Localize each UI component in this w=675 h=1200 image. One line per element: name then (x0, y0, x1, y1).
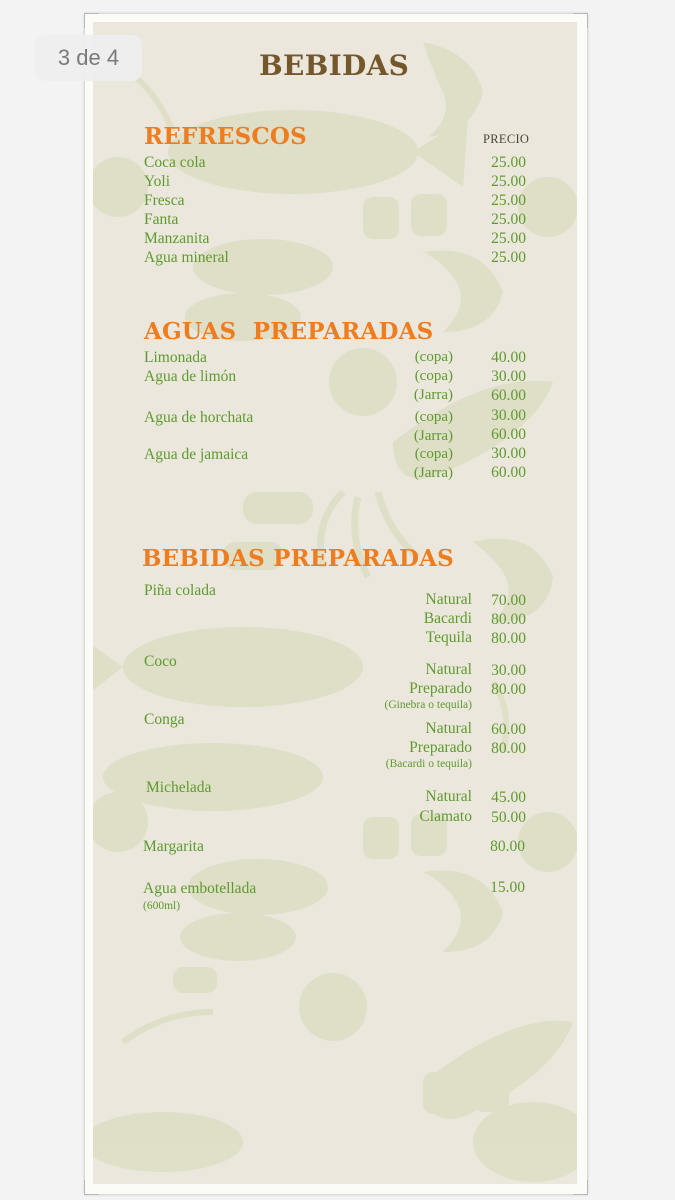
menu-item-size: (copa) (414, 409, 453, 425)
menu-item-price: 45.00 (491, 789, 526, 806)
menu-item-variant: Natural (425, 788, 472, 805)
fish-icon (93, 1102, 577, 1182)
menu-item-price: 30.00 (491, 407, 526, 424)
menu-item-price: 80.00 (490, 838, 525, 855)
section-title-bebidas-preparadas: BEBIDAS PREPARADAS (142, 545, 454, 572)
section-title-refrescos: REFRESCOS (144, 123, 307, 150)
menu-item-price: 40.00 (491, 349, 526, 366)
menu-item-price: 25.00 (491, 211, 526, 228)
menu-item-variant: Natural (425, 591, 472, 608)
menu-item-variant: Preparado (409, 739, 472, 756)
menu-item-size: (copa) (414, 349, 453, 365)
menu-item-name: Piña colada (144, 582, 216, 599)
menu-item-name: Fresca (144, 192, 185, 209)
menu-item-price: 80.00 (491, 681, 526, 698)
menu-item-variant: Natural (425, 720, 472, 737)
menu-item-name: Agua embotellada (143, 880, 257, 897)
menu-item-name: Yoli (144, 173, 171, 190)
menu-card (93, 22, 577, 1184)
menu-item-size: (Jarra) (413, 465, 453, 481)
menu-item-price: 60.00 (491, 464, 526, 481)
menu-item-price: 30.00 (491, 368, 526, 385)
section-title-aguas-preparadas: AGUAS PREPARADAS (144, 318, 434, 345)
menu-item-name: Michelada (146, 779, 212, 796)
menu-item-name: Agua de jamaica (144, 446, 249, 463)
menu-item-note: (Ginebra o tequila) (384, 699, 472, 711)
menu-item-price: 30.00 (491, 662, 526, 679)
menu-item-name: Coca cola (144, 154, 206, 171)
menu-item-name: Conga (144, 711, 185, 728)
menu-item-size: (Jarra) (413, 387, 453, 403)
menu-item-price: 15.00 (490, 879, 525, 896)
page-title: BEBIDAS (259, 49, 410, 82)
menu-item-name: Agua de limón (144, 368, 237, 385)
menu-item-price: 80.00 (491, 611, 526, 628)
menu-item-price: 30.00 (491, 445, 526, 462)
menu-item-name: Limonada (144, 349, 207, 366)
menu-item-price: 25.00 (491, 249, 526, 266)
menu-item-price: 70.00 (491, 592, 526, 609)
menu-item-price: 60.00 (491, 426, 526, 443)
menu-item-name: Coco (144, 653, 177, 670)
menu-item-price: 25.00 (491, 192, 526, 209)
menu-item-name: Agua de horchata (144, 409, 254, 426)
menu-item-name: Manzanita (144, 230, 210, 247)
menu-item-price: 25.00 (491, 173, 526, 190)
price-column-header: PRECIO (483, 132, 530, 146)
menu-item-name: Margarita (143, 838, 204, 855)
menu-item-price: 25.00 (491, 154, 526, 171)
fish-icon (93, 627, 363, 811)
menu-item-variant: Clamato (419, 808, 472, 825)
menu-item-price: 60.00 (491, 721, 526, 738)
menu-item-variant: Natural (425, 661, 472, 678)
menu-item-price: 80.00 (491, 630, 526, 647)
menu-item-size: (copa) (414, 368, 453, 384)
menu-item-subtitle: (600ml) (143, 900, 181, 912)
menu-item-name: Agua mineral (144, 249, 229, 266)
page-counter-badge: 3 de 4 (35, 35, 142, 81)
menu-item-size: (Jarra) (413, 428, 453, 444)
menu-item-price: 60.00 (491, 387, 526, 404)
menu-item-name: Fanta (144, 211, 179, 228)
menu-item-variant: Preparado (409, 680, 472, 697)
shrimp-icon (423, 42, 483, 137)
menu-item-size: (copa) (414, 446, 453, 462)
menu-item-price: 50.00 (491, 809, 526, 826)
shrimp-icon (473, 539, 553, 622)
menu-item-price: 25.00 (491, 230, 526, 247)
menu-item-variant: Tequila (425, 629, 472, 646)
menu-item-note: (Bacardi o tequila) (385, 758, 472, 770)
menu-item-price: 80.00 (491, 740, 526, 757)
menu-item-variant: Bacardi (423, 610, 472, 627)
